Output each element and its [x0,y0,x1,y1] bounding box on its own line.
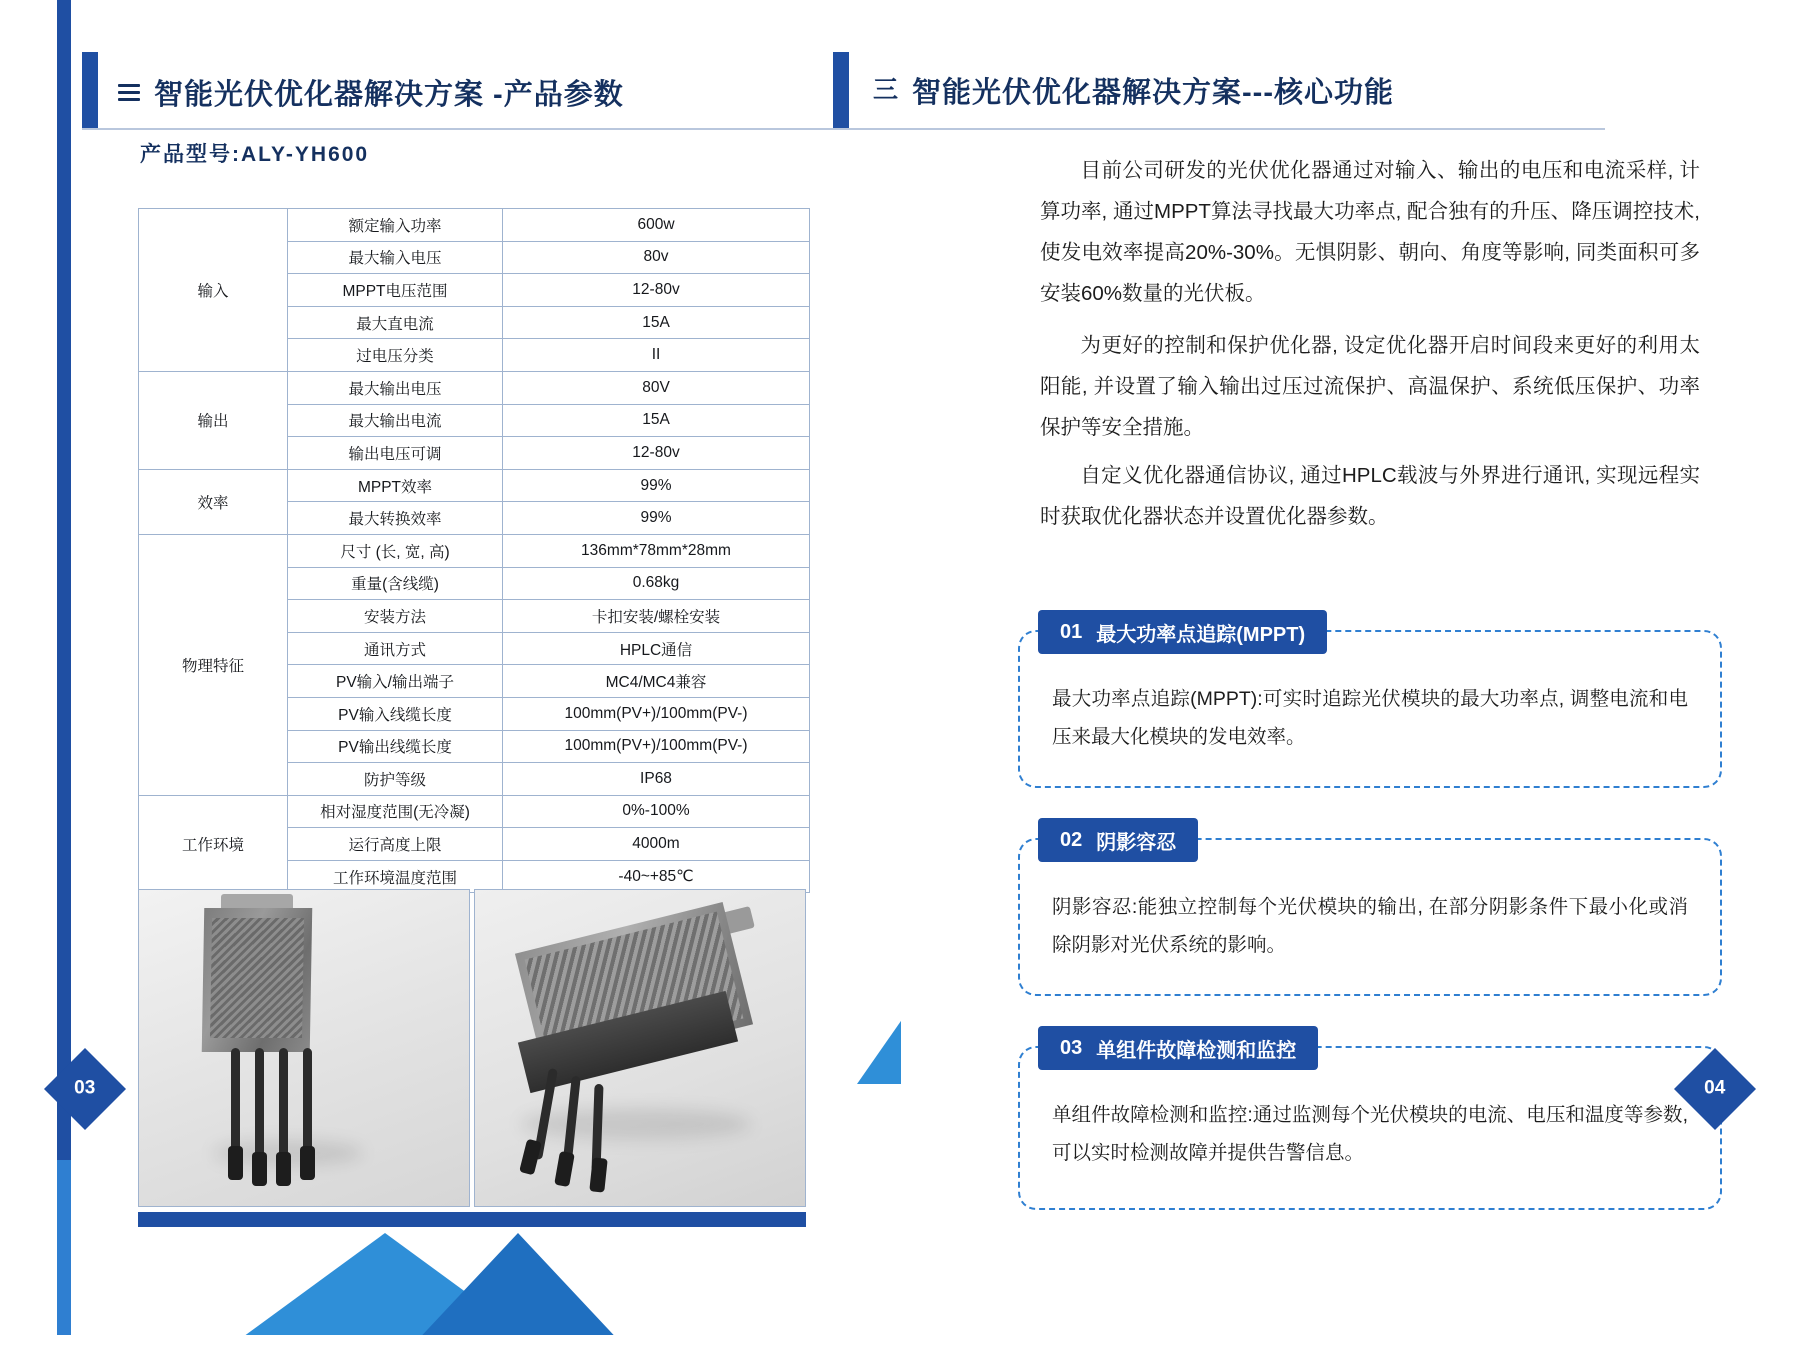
spec-value: HPLC通信 [503,632,810,665]
table-row [139,371,810,404]
feature-card-01-title: 最大功率点追踪(MPPT) [1096,623,1306,646]
intro-paragraph-1 [1040,150,1700,314]
spec-item: MPPT效率 [288,469,503,502]
spec-value: 100mm(PV+)/100mm(PV-) [503,730,810,763]
feature-card-02-title: 阴影容忍 [1096,831,1177,854]
feature-card-03-number: 03 [1060,1036,1083,1059]
table-row [139,469,810,502]
spec-value: -40~+85℃ [503,860,810,893]
product-photos [138,889,806,1207]
spec-value: 4000m [503,828,810,861]
feature-card-01-tab [1038,610,1327,654]
spec-value: MC4/MC4兼容 [503,665,810,698]
spec-item: 过电压分类 [288,339,503,372]
photo-bottom-bar [138,1212,806,1227]
spec-value: 15A [503,306,810,339]
spec-item: 运行高度上限 [288,828,503,861]
hamburger-icon [118,80,140,105]
section-three-glyph: 三 [873,76,899,104]
table-row [139,209,810,242]
spec-item: 通讯方式 [288,632,503,665]
spec-value: 0%-100% [503,795,810,828]
spec-item: 防护等级 [288,763,503,796]
page-number-right-text: 04 [1704,1077,1726,1099]
spec-item: 最大输出电压 [288,371,503,404]
feature-card-02-tab [1038,818,1198,862]
spec-value: 12-80v [503,437,810,470]
spec-item: PV输出线缆长度 [288,730,503,763]
right-header [873,70,1394,111]
table-row [139,534,810,567]
spec-value: 80V [503,371,810,404]
spec-group: 工作环境 [139,795,288,893]
spec-item: 相对湿度范围(无冷凝) [288,795,503,828]
spec-item: 输出电压可调 [288,437,503,470]
spec-value: 15A [503,404,810,437]
feature-card-01-number: 01 [1060,620,1083,643]
feature-card-03 [1018,1036,1722,1210]
spec-item: 安装方法 [288,600,503,633]
page-number-left-text: 03 [74,1077,96,1099]
feature-card-03-title: 单组件故障检测和监控 [1096,1039,1297,1062]
spec-item: PV输入线缆长度 [288,697,503,730]
spec-value: 80v [503,241,810,274]
optimizer-angle-photo [474,889,806,1207]
right-header-accent [833,52,849,128]
spec-value: 100mm(PV+)/100mm(PV-) [503,697,810,730]
feature-card-02 [1018,828,1722,996]
spec-value: 136mm*78mm*28mm [503,534,810,567]
spec-value: 0.68kg [503,567,810,600]
spec-value: II [503,339,810,372]
spec-group: 输入 [139,209,288,372]
intro-paragraph-2 [1040,325,1700,448]
spec-item: 工作环境温度范围 [288,860,503,893]
feature-card-02-number: 02 [1060,828,1083,851]
bottom-margin [0,1335,1802,1361]
left-header [118,72,624,113]
spec-value: 600w [503,209,810,242]
spec-value: 99% [503,469,810,502]
intro-paragraph-3-text: 自定义优化器通信协议, 通过HPLC载波与外界进行通讯, 实现远程实时获取优化器状态并设置优化器参数。 [1040,464,1700,528]
spec-item: 最大输入电压 [288,241,503,274]
left-header-rule [82,128,872,130]
spec-value: IP68 [503,763,810,796]
feature-card-03-body: 单组件故障检测和监控:通过监测每个光伏模块的电流、电压和温度等参数, 可以实时检测故障并提供告警信息。 [1052,1104,1688,1164]
spec-item: 重量(含线缆) [288,567,503,600]
model-number-label: 产品型号:ALY-YH600 [140,143,370,166]
spec-item: 最大直电流 [288,306,503,339]
spec-item: MPPT电压范围 [288,274,503,307]
spec-item: 最大输出电流 [288,404,503,437]
left-edge-decor-bar [57,0,71,1160]
feature-card-02-body: 阴影容忍:能独立控制每个光伏模块的输出, 在部分阴影条件下最小化或消除阴影对光伏系统的影响。 [1052,896,1688,956]
spec-table [138,208,810,893]
right-page-title: 智能光伏优化器解决方案---核心功能 [912,77,1394,109]
spec-value: 卡扣安装/螺栓安装 [503,600,810,633]
spec-item: 尺寸 (长, 宽, 高) [288,534,503,567]
spec-value: 99% [503,502,810,535]
spec-group: 效率 [139,469,288,534]
left-page-title: 智能光伏优化器解决方案 -产品参数 [154,79,624,111]
corner-wedge-decor [857,1018,903,1084]
spec-item: 额定输入功率 [288,209,503,242]
intro-paragraph-1-text: 目前公司研发的光伏优化器通过对输入、输出的电压和电流采样, 计算功率, 通过MPPT算法寻找最大功率点, 配合独有的升压、降压调控技术, 使发电效率提高20%-30%。无惧阴影、朝向、角度等影响, 同类面积可多安装60%数量的光伏板。 [1040,159,1700,305]
spec-item: PV输入/输出端子 [288,665,503,698]
left-edge-decor-bar-light [57,1160,71,1361]
spec-group: 物理特征 [139,534,288,795]
table-row [139,795,810,828]
feature-card-01-body: 最大功率点追踪(MPPT):可实时追踪光伏模块的最大功率点, 调整电流和电压来最大化模块的发电效率。 [1052,688,1688,748]
spec-group: 输出 [139,371,288,469]
spec-value: 12-80v [503,274,810,307]
optimizer-front-photo [138,889,470,1207]
feature-card-01 [1018,620,1722,788]
intro-paragraph-2-text: 为更好的控制和保护优化器, 设定优化器开启时间段来更好的利用太阳能, 并设置了输入输出过压过流保护、高温保护、系统低压保护、功率保护等安全措施。 [1040,334,1700,439]
left-header-accent [82,52,98,128]
right-header-rule [833,128,1605,130]
feature-card-03-tab [1038,1026,1318,1070]
intro-paragraph-3 [1040,455,1700,537]
spec-item: 最大转换效率 [288,502,503,535]
